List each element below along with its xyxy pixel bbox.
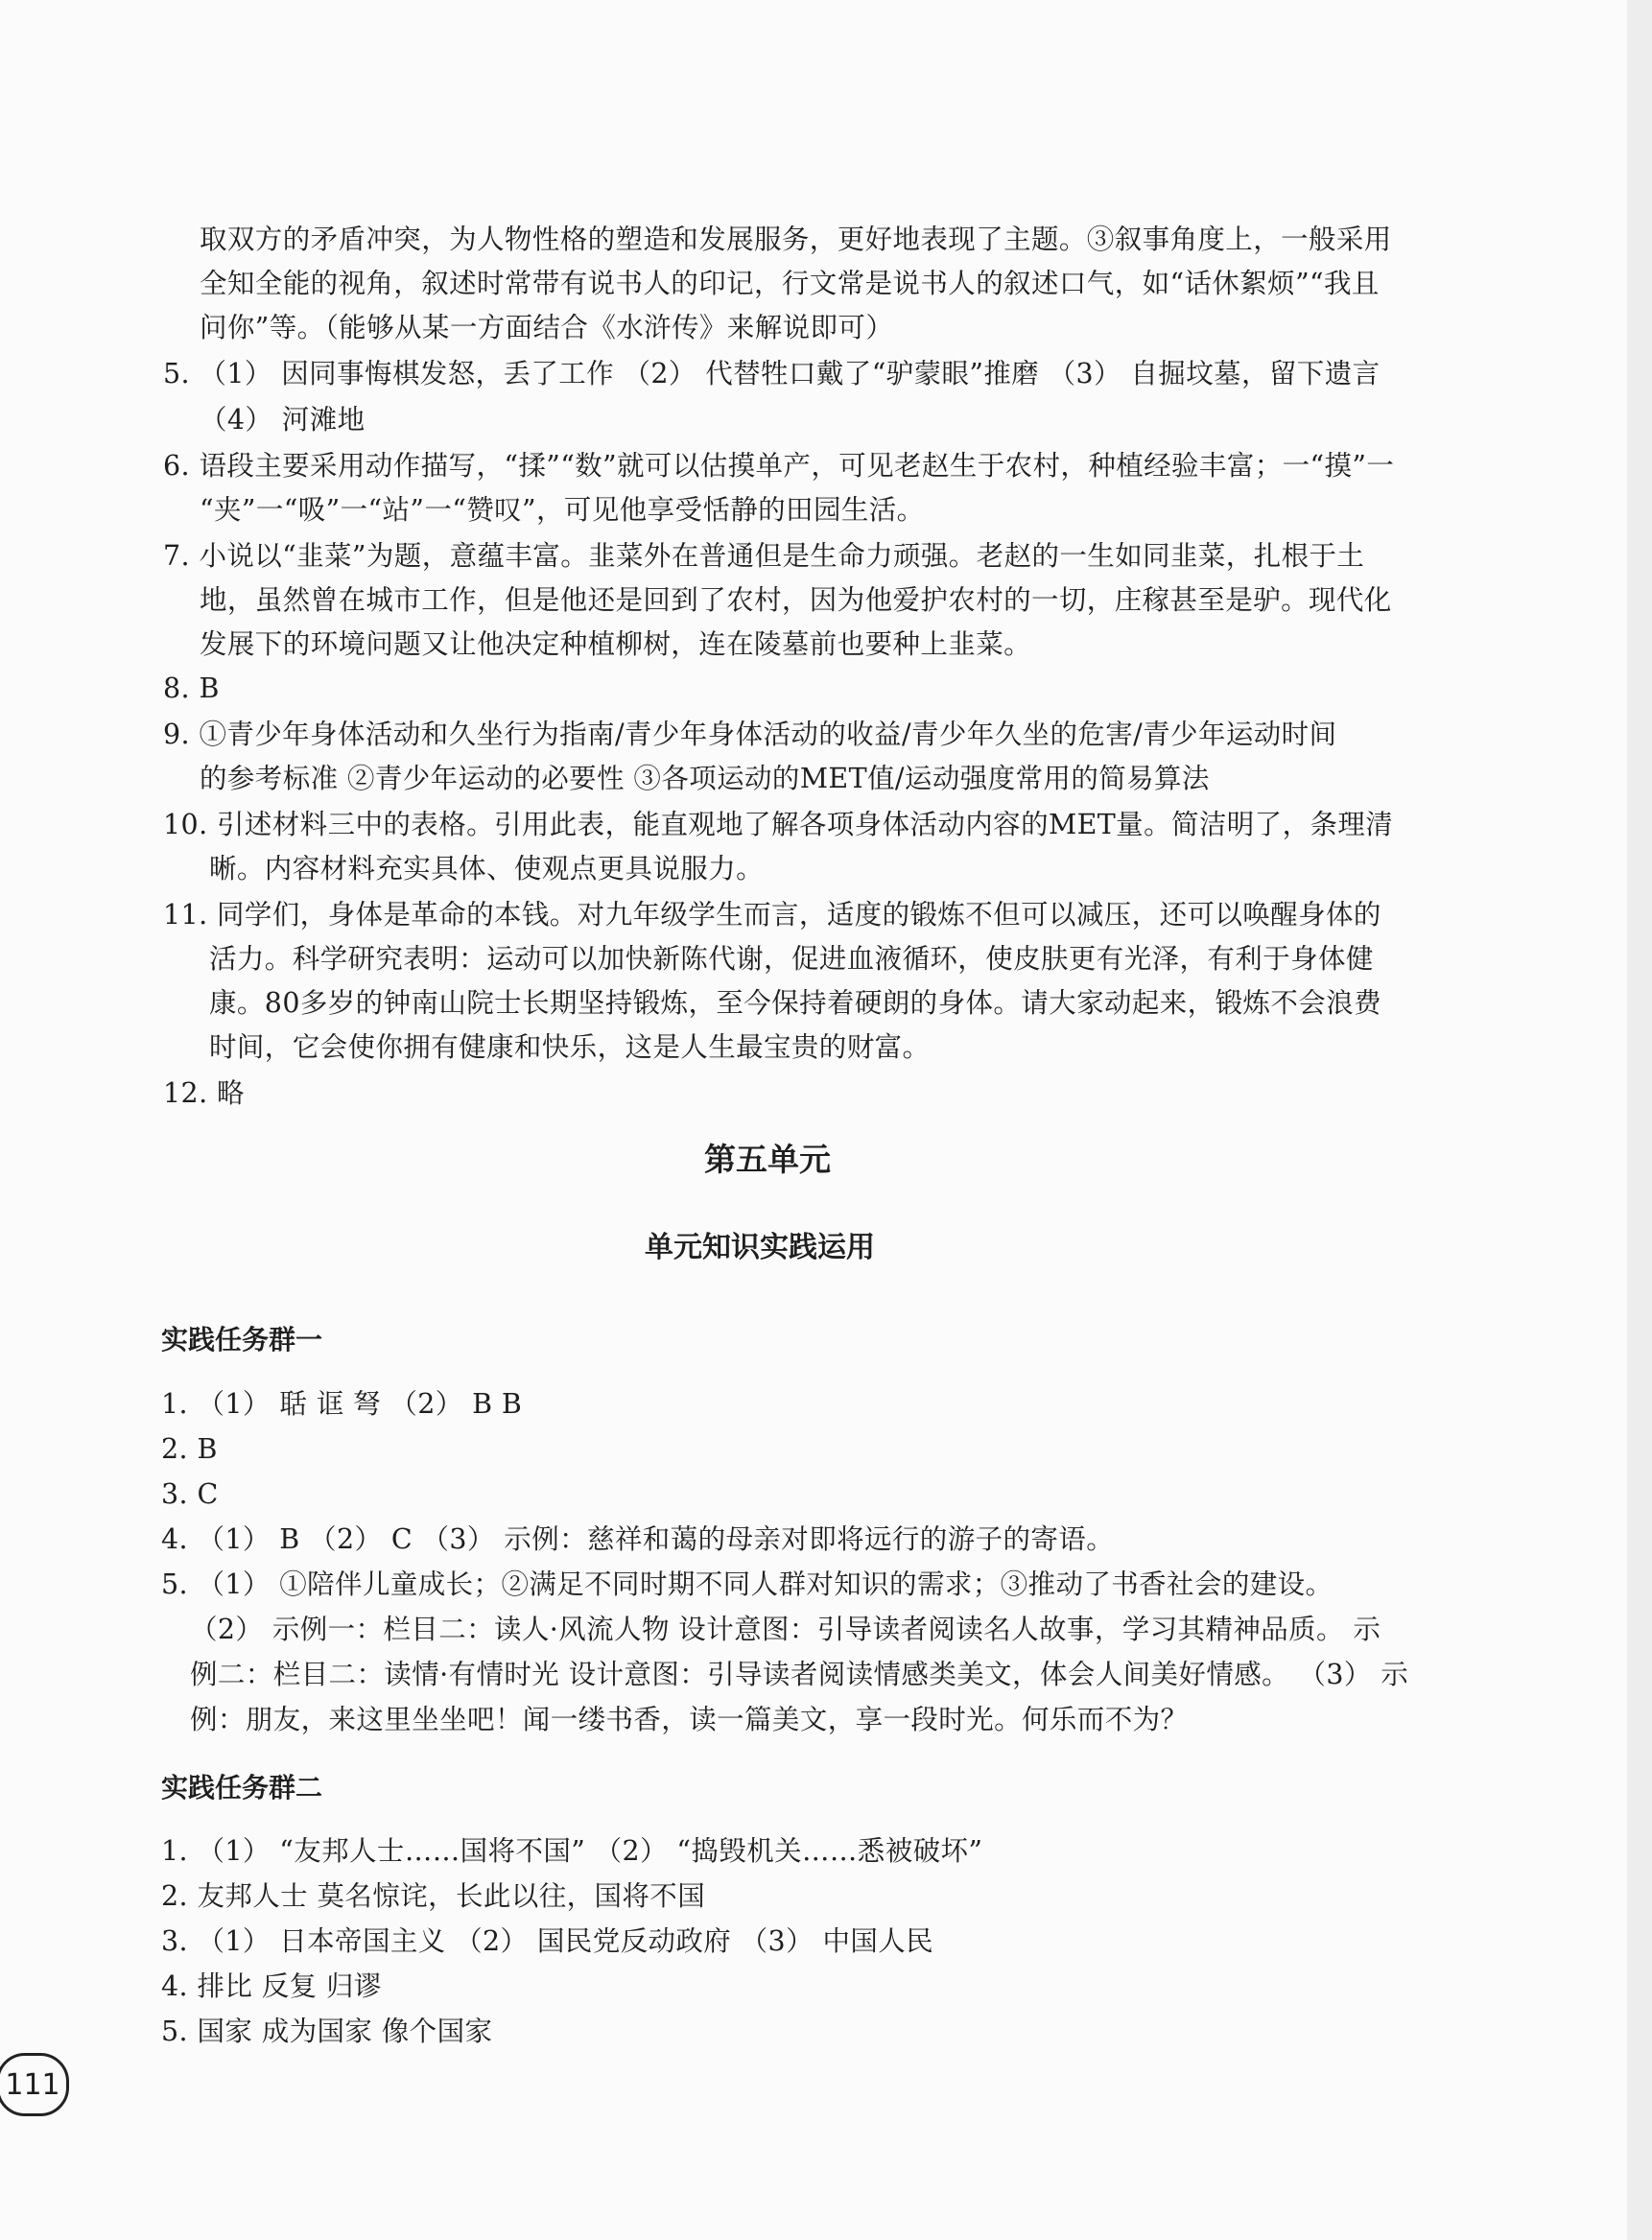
answer-line: 时间，它会使你拥有健康和快乐，这是人生最宝贵的财富。 [209,1031,931,1063]
answer-11: 11. 同学们，身体是革命的本钱。对九年级学生而言，适度的锻炼不但可以减压，还可以唤醒身体的 [163,899,1381,931]
answer-10: 10. 引述材料三中的表格。引用此表，能直观地了解各项身体活动内容的MET量。简洁明了，条理清 [163,809,1394,840]
group1-answer-line: （2） 示例一：栏目二：读人·风流人物 设计意图：引导读者阅读名人故事，学习其精神品质。 示 [190,1614,1381,1645]
answer-line: 的参考标准 ②青少年运动的必要性 ③各项运动的MET值/运动强度常用的简易算法 [200,763,1210,794]
group1-answer-2: 2. B [161,1433,218,1465]
page-number: 111 [0,2053,69,2116]
answer-8: 8. B [163,672,220,704]
answer-line: 发展下的环境问题又让他决定种植柳树，连在陵墓前也要种上韭菜。 [200,628,1032,660]
task-group-1-title: 实践任务群一 [161,1324,323,1356]
answer-7: 7. 小说以“韭菜”为题，意蕴丰富。韭菜外在普通但是生命力顽强。老赵的一生如同韭菜，扎根于土 [163,540,1365,572]
group2-answer-5: 5. 国家 成为国家 像个国家 [161,2016,493,2047]
answer-6: 6. 语段主要采用动作描写，“揉”“数”就可以估摸单产，可见老赵生于农村，种植经验丰富；一“摸”一 [163,450,1395,482]
answer-line: “夹”一“吸”一“站”一“赞叹”，可见他享受恬静的田园生活。 [200,494,925,526]
answer-line: 晰。内容材料充实具体、使观点更具说服力。 [209,853,765,884]
group1-answer-5: 5. （1） ①陪伴儿童成长；②满足不同时期不同人群对知识的需求；③推动了书香社会的建设。 [161,1568,1333,1600]
answer-line: 康。80多岁的钟南山院士长期坚持锻炼，至今保持着硬朗的身体。请大家动起来，锻炼不会浪费 [209,987,1381,1019]
answer-line: 取双方的矛盾冲突，为人物性格的塑造和发展服务，更好地表现了主题。③叙事角度上，一般采用 [200,224,1392,255]
group2-answer-2: 2. 友邦人士 莫名惊诧，长此以往，国将不国 [161,1880,706,1912]
answer-line: 活力。科学研究表明：运动可以加快新陈代谢，促进血液循环，使皮肤更有光泽，有利于身体健 [209,943,1374,975]
answer-line: 地，虽然曾在城市工作，但是他还是回到了农村，因为他爱护农村的一切，庄稼甚至是驴。现代化 [200,584,1392,616]
answer-5: 5. （1） 因同事悔棋发怒，丢了工作 （2） 代替牲口戴了“驴蒙眼”推磨 （3） 自掘坟墓，留下遗言 [163,358,1381,389]
group1-answer-line: 例二：栏目二：读情·有情时光 设计意图：引导读者阅读情感类美文，体会人间美好情感。 （3） 示 [190,1659,1409,1690]
group1-answer-4: 4. （1） B （2） C （3） 示例：慈祥和蔼的母亲对即将远行的游子的寄语。 [161,1523,1115,1555]
group1-answer-1: 1. （1） 聒 诓 弩 （2） B B [161,1388,523,1420]
answer-line: 问你”等。（能够从某一方面结合《水浒传》来解说即可） [200,312,894,343]
page-edge-shadow [1627,0,1652,2240]
group2-answer-4: 4. 排比 反复 归谬 [161,1970,382,2002]
unit-title: 第五单元 [704,1141,831,1178]
group1-answer-line: 例：朋友，来这里坐坐吧！闻一缕书香，读一篇美文，享一段时光。何乐而不为？ [190,1704,1189,1735]
group2-answer-3: 3. （1） 日本帝国主义 （2） 国民党反动政府 （3） 中国人民 [161,1925,934,1957]
group2-answer-1: 1. （1） “友邦人士……国将不国” （2） “捣毁机关……悉被破坏” [161,1835,983,1867]
answer-line: （4） 河滩地 [200,404,366,436]
group1-answer-3: 3. C [161,1478,219,1510]
section-title: 单元知识实践运用 [645,1231,875,1264]
answer-line: 全知全能的视角，叙述时常带有说书人的印记，行文常是说书人的叙述口气，如“话休絮烦”“我且 [200,268,1380,299]
answer-9: 9. ①青少年身体活动和久坐行为指南/青少年身体活动的收益/青少年久坐的危害/青少年运动时间 [163,719,1337,750]
task-group-2-title: 实践任务群二 [161,1772,323,1804]
answer-12: 12. 略 [163,1077,245,1109]
